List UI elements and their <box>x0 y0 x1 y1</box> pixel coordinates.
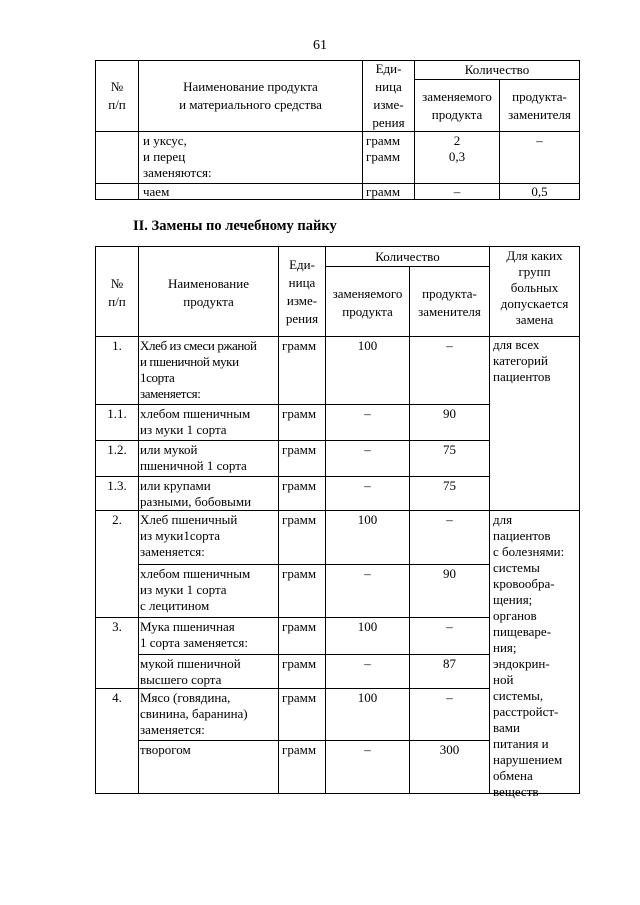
t2-row-num: 1.2. <box>107 442 127 457</box>
t2-row-name: творогом <box>140 742 191 757</box>
t2-row-name: или крупами разными, бобовыми <box>140 478 252 509</box>
t2-row-unit: грамм <box>282 406 317 421</box>
t2-row-substitute: – <box>446 512 453 527</box>
section-heading: II. Замены по лечебному пайку <box>133 218 337 234</box>
t2-row-substitute: 90 <box>443 566 456 581</box>
t2-row-unit: грамм <box>282 742 317 757</box>
page-number: 61 <box>313 38 327 53</box>
t2-row-name: Мука пшеничная 1 сорта заменяется: <box>140 619 249 650</box>
t2-row-unit: грамм <box>282 478 317 493</box>
t2-row-replaced: – <box>364 566 371 581</box>
t2-row-name: хлебом пшеничным из муки 1 сорта с лецитином <box>140 566 251 613</box>
t2-row-substitute: – <box>446 338 453 353</box>
t2-row-substitute: 87 <box>443 656 456 671</box>
t1-row2-unit: грамм <box>366 184 401 199</box>
t2-group-diseases: для пациентов с болезнями: системы кровообра- щения; органов пищеваре- ния; эндокрин- ной системы, расстройст- вами питания и нарушением обмена веществ <box>493 512 565 799</box>
t2-row-substitute: – <box>446 690 453 705</box>
t2-row-name: Хлеб из смеси ржаной и пшеничной муки 1сорта заменяется: <box>140 338 257 401</box>
t2-row-substitute: 75 <box>443 442 456 457</box>
t2-header-num: № п/п <box>108 276 126 309</box>
t2-row-substitute: 75 <box>443 478 456 493</box>
t2-row-name: Мясо (говядина, свинина, баранина) заменяется: <box>140 690 248 737</box>
t2-header-substitute: продукта- заменителя <box>418 286 481 319</box>
t1-row1-substitute: – <box>536 133 543 148</box>
t2-row-unit: грамм <box>282 442 317 457</box>
t1-row2-name: чаем <box>143 184 170 199</box>
t2-row-name: хлебом пшеничным из муки 1 сорта <box>140 406 251 437</box>
t1-header-quantity: Количество <box>464 62 530 77</box>
t2-row-replaced: 100 <box>357 338 378 353</box>
t2-row-replaced: – <box>364 478 371 493</box>
t2-row-num: 1.1. <box>107 406 127 421</box>
t2-row-unit: грамм <box>282 619 317 634</box>
t2-row-unit: грамм <box>282 338 317 353</box>
t1-header-unit: Еди- ница изме- рения <box>372 61 405 130</box>
t2-row-replaced: – <box>364 742 371 757</box>
t2-row-substitute: 300 <box>439 742 460 757</box>
t1-header-name: Наименование продукта и материального средства <box>179 79 322 112</box>
t1-header-substitute: продукта- заменителя <box>508 89 571 122</box>
t2-row-replaced: – <box>364 442 371 457</box>
t2-row-num: 1.3. <box>107 478 127 493</box>
t2-row-num: 4. <box>112 690 122 705</box>
t2-row-unit: грамм <box>282 512 317 527</box>
t2-row-replaced: – <box>364 656 371 671</box>
t1-row1-unit: грамм грамм <box>366 133 401 164</box>
t2-header-groups: Для каких групп больных допускается замена <box>500 248 569 327</box>
t1-header-num: № п/п <box>108 79 126 112</box>
t2-row-unit: грамм <box>282 690 317 705</box>
t2-row-num: 1. <box>112 338 122 353</box>
t2-row-replaced: 100 <box>357 690 378 705</box>
t2-row-num: 3. <box>112 619 122 634</box>
t1-header-replaced: заменяемого продукта <box>422 89 492 122</box>
t2-row-replaced: 100 <box>357 512 378 527</box>
t2-row-substitute: 90 <box>443 406 456 421</box>
t2-header-name: Наименование продукта <box>168 276 249 309</box>
t1-row1-name: и уксус, и перец заменяются: <box>143 133 212 180</box>
t2-group-all: для всех категорий пациентов <box>493 337 551 384</box>
t2-header-quantity: Количество <box>375 249 440 264</box>
t2-row-unit: грамм <box>282 656 317 671</box>
t1-row1-replaced: 2 0,3 <box>448 133 466 164</box>
t2-row-substitute: – <box>446 619 453 634</box>
t2-row-replaced: 100 <box>357 619 378 634</box>
t1-row2-substitute: 0,5 <box>531 184 548 199</box>
t2-row-name: Хлеб пшеничный из муки1сорта заменяется: <box>140 512 238 559</box>
t2-header-unit: Еди- ница изме- рения <box>285 257 319 326</box>
t2-row-name: или мукой пшеничной 1 сорта <box>140 442 247 473</box>
t1-row2-replaced: – <box>453 184 461 199</box>
t2-header-replaced: заменяемого продукта <box>332 286 403 319</box>
t2-row-replaced: – <box>364 406 371 421</box>
t2-row-unit: грамм <box>282 566 317 581</box>
t2-row-num: 2. <box>112 512 122 527</box>
t2-row-name: мукой пшеничной высшего сорта <box>140 656 241 687</box>
